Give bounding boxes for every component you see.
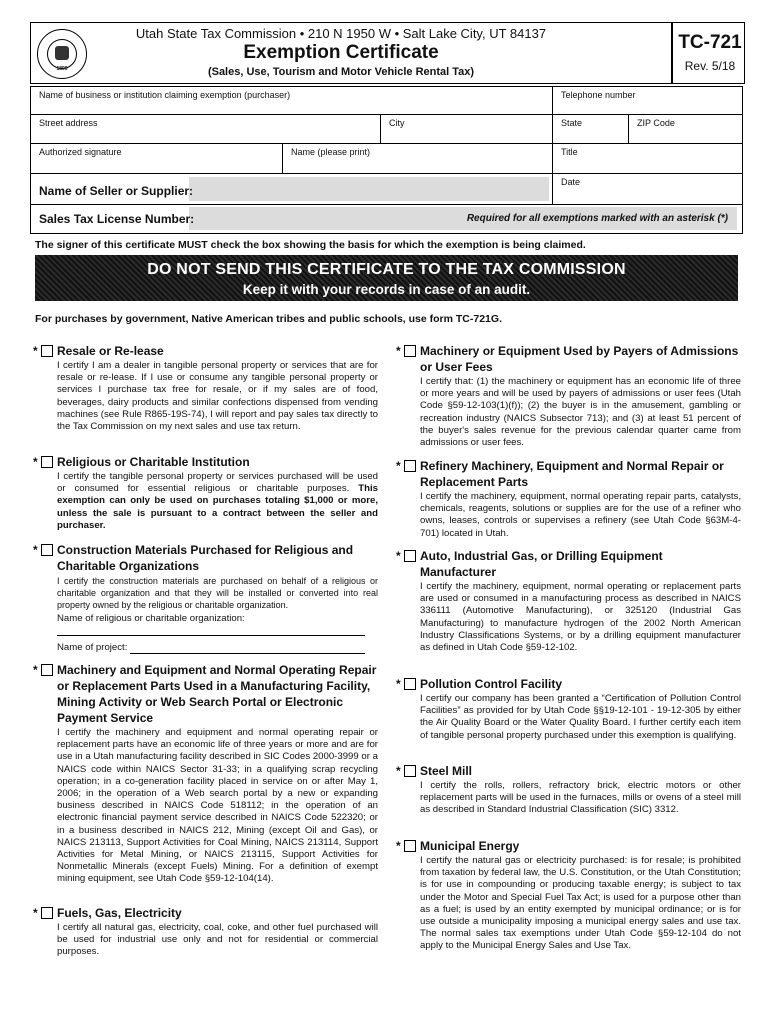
banner-heading: DO NOT SEND THIS CERTIFICATE TO THE TAX COMMISSION [147, 261, 626, 278]
religious-checkbox[interactable] [41, 456, 53, 468]
date-field[interactable]: Date [553, 174, 742, 205]
manufacturing-checkbox[interactable] [41, 664, 53, 676]
admissions-checkbox[interactable] [404, 345, 416, 357]
exemption-municipal-energy: * Municipal Energy I certify the natural gas or electricity purchased: is for resale; is prohibited from taxation by federal law, the U.S. Constitution, or the Utah Constitution; is for use in compounding or producing taxable energy; is subject to tax under the Motor and Special Fuel Tax Act; is used for a purpose other than as a fuel; is used by an entity exempted by municipal ordinance; or is for use outside a municipality imposing a municipal energy sales and use tax. The normal sales tax exemptions under Utah Code §59-12-104 do not apply to the Municipal Energy Sales and Use Tax. [396, 839, 741, 952]
seller-name-field[interactable]: Name of Seller or Supplier: [31, 174, 553, 205]
fuels-checkbox[interactable] [41, 907, 53, 919]
exemption-pollution: * Pollution Control Facility I certify our company has been granted a “Certification of Pollution Control Facilities” as provided for by Utah Code §§19-12-101 - 19-12-305 by either the Air Quality Board or the Water Quality Board. I further certify each item of tangible personal property purchased under this exemption is qualifying. [396, 677, 741, 741]
exemption-refinery: * Refinery Machinery, Equipment and Normal Repair or Replacement Parts I certify the machinery, equipment, normal operating repair parts, catalysts, chemicals, reagents, solutions or supplies are for the use of a refiner who owns, leases, controls or supervises a refinery (see Utah Code §63M-4-701) located in Utah. [396, 459, 741, 539]
exemption-steel-mill: * Steel Mill I certify the rolls, rollers, refractory brick, electric motors or other replacement parts will be used in the furnaces, mills or ovens of a steel mill as described in Standard Industrial Classification (SIC) 3312. [396, 764, 741, 816]
signer-instruction: The signer of this certificate MUST check the box showing the basis for which the exemption is being claimed. [35, 239, 586, 251]
required-note: Required for all exemptions marked with an asterisk (*) [466, 213, 728, 224]
municipal-energy-checkbox[interactable] [404, 840, 416, 852]
banner-subheading: Keep it with your records in case of an audit. [242, 282, 531, 297]
exemption-construction: * Construction Materials Purchased for Religious and Charitable Organizations I certify the construction materials are purchased on behalf of a religious or charitable organization and that they will be installed or converted into real property owned by the religious or charitable organization. Name of religious or charitable organization: Name of project: [33, 543, 378, 654]
page-title: Exemption Certificate [243, 42, 439, 63]
construction-checkbox[interactable] [41, 544, 53, 556]
warning-banner [35, 255, 738, 301]
telephone-field[interactable]: Telephone number [553, 87, 742, 115]
exemption-resale: * Resale or Re-lease I certify I am a dealer in tangible personal property or services that are for resale or re-lease. If I use or consume any tangible personal property or services I purchase tax free for resale, or if my sales are of food, beverages, dairy products and similar confections dispensed from vending machines (see Rule R865-19S-74), I will report and pay sales tax directly to the Tax Commission on my next sales and use tax return. [33, 344, 378, 433]
title-field[interactable]: Title [553, 144, 742, 174]
license-field[interactable]: Sales Tax License Number: Required for all exemptions marked with an asterisk (*) [31, 205, 742, 233]
form-revision: Rev. 5/18 [684, 59, 736, 73]
steel-mill-checkbox[interactable] [404, 765, 416, 777]
auto-industrial-checkbox[interactable] [404, 550, 416, 562]
exemption-admissions: * Machinery or Equipment Used by Payers of Admissions or User Fees I certify that: (1) the machinery or equipment has an economic life of three or more years and will be used by payers of admissions or user fees (Utah Code §59-12-103(1)(f)); (2) the buyer is in the amusement, gambling or recreation industry (NAICS Subsector 713); and (3) at least 51 percent of the buyer's sales revenue for the previous calendar quarter came from admissions or user fees. [396, 344, 741, 449]
form-header [30, 22, 745, 84]
exemption-religious: * Religious or Charitable Institution I certify the tangible personal property or services purchased will be used or consumed for essential religious or charitable purposes. This exemption can only be used on purchases totaling $1,000 or more, unless the sale is pursuant to a contract between the seller and purchaser. [33, 455, 378, 531]
signature-field[interactable]: Authorized signature [31, 144, 283, 174]
zip-field[interactable]: ZIP Code [629, 115, 742, 144]
agency-address: Utah State Tax Commission • 210 N 1950 W • Salt Lake City, UT 84137 [135, 26, 547, 41]
organization-name-line[interactable] [57, 625, 365, 636]
print-name-field[interactable]: Name (please print) [283, 144, 553, 174]
state-seal-icon: 1896 [37, 29, 87, 79]
resale-checkbox[interactable] [41, 345, 53, 357]
pollution-checkbox[interactable] [404, 678, 416, 690]
form-number: TC-721 [678, 32, 742, 53]
city-field[interactable]: City [381, 115, 553, 144]
government-note: For purchases by government, Native American tribes and public schools, use form TC-721G. [35, 313, 502, 325]
purchaser-name-field[interactable]: Name of business or institution claiming exemption (purchaser) [31, 87, 553, 115]
purchaser-fields [30, 86, 743, 234]
refinery-checkbox[interactable] [404, 460, 416, 472]
exemption-manufacturing: * Machinery and Equipment and Normal Operating Repair or Replacement Parts Used in a Manufacturing Facility, Mining Activity or Web Search Portal or Electronic Payment Service I certify the machinery and equipment and normal operating repair or replacement parts have an economic life of three years or more and are for use in a Utah manufacturing facility described in SIC Codes 2000-3999 or a NAICS code within NAICS Sector 31-33; in a qualifying scrap recycling operation; in a co-generation facility placed in service on or after May 1, 2006; in the operation of a Web search portal by a new or expanding business described in NAICS Code 518112; in the operation of an electronic financial payment service described in NAICS Code 522320; or in a business described in NAICS 212, Mining (except Oil and Gas), or NAICS 213113, Support Activities for Coal Mining, NAICS 213114, Support Activities for Metal Mining, or NAICS 213115, Support Activities for Nonmetallic Minerals (except Fuels) Mining. For a definition of exempt mining equipment, see Utah Code §59-12-104(14). [33, 663, 378, 885]
street-field[interactable]: Street address [31, 115, 381, 144]
page-subtitle: (Sales, Use, Tourism and Motor Vehicle Rental Tax) [207, 66, 475, 78]
exemption-fuels: * Fuels, Gas, Electricity I certify all natural gas, electricity, coal, coke, and other fuel purchased will be used for industrial use only and not for residential or commercial purposes. [33, 906, 378, 958]
state-field[interactable]: State [553, 115, 629, 144]
project-name-line[interactable] [130, 642, 365, 654]
exemption-auto-industrial: * Auto, Industrial Gas, or Drilling Equipment Manufacturer I certify the machinery, equipment, normal operating or replacement parts are used or consumed in a manufacturing process as described in NAICS 336111 (Automotive Manufacturing), or 325120 (Industrial Gas Manufacturing) to manufacture hydrogen of the 2002 North American Industry Classifications Systems, or by a drilling equipment manufacturer as defined in Utah Code §59-12-102. [396, 549, 741, 654]
